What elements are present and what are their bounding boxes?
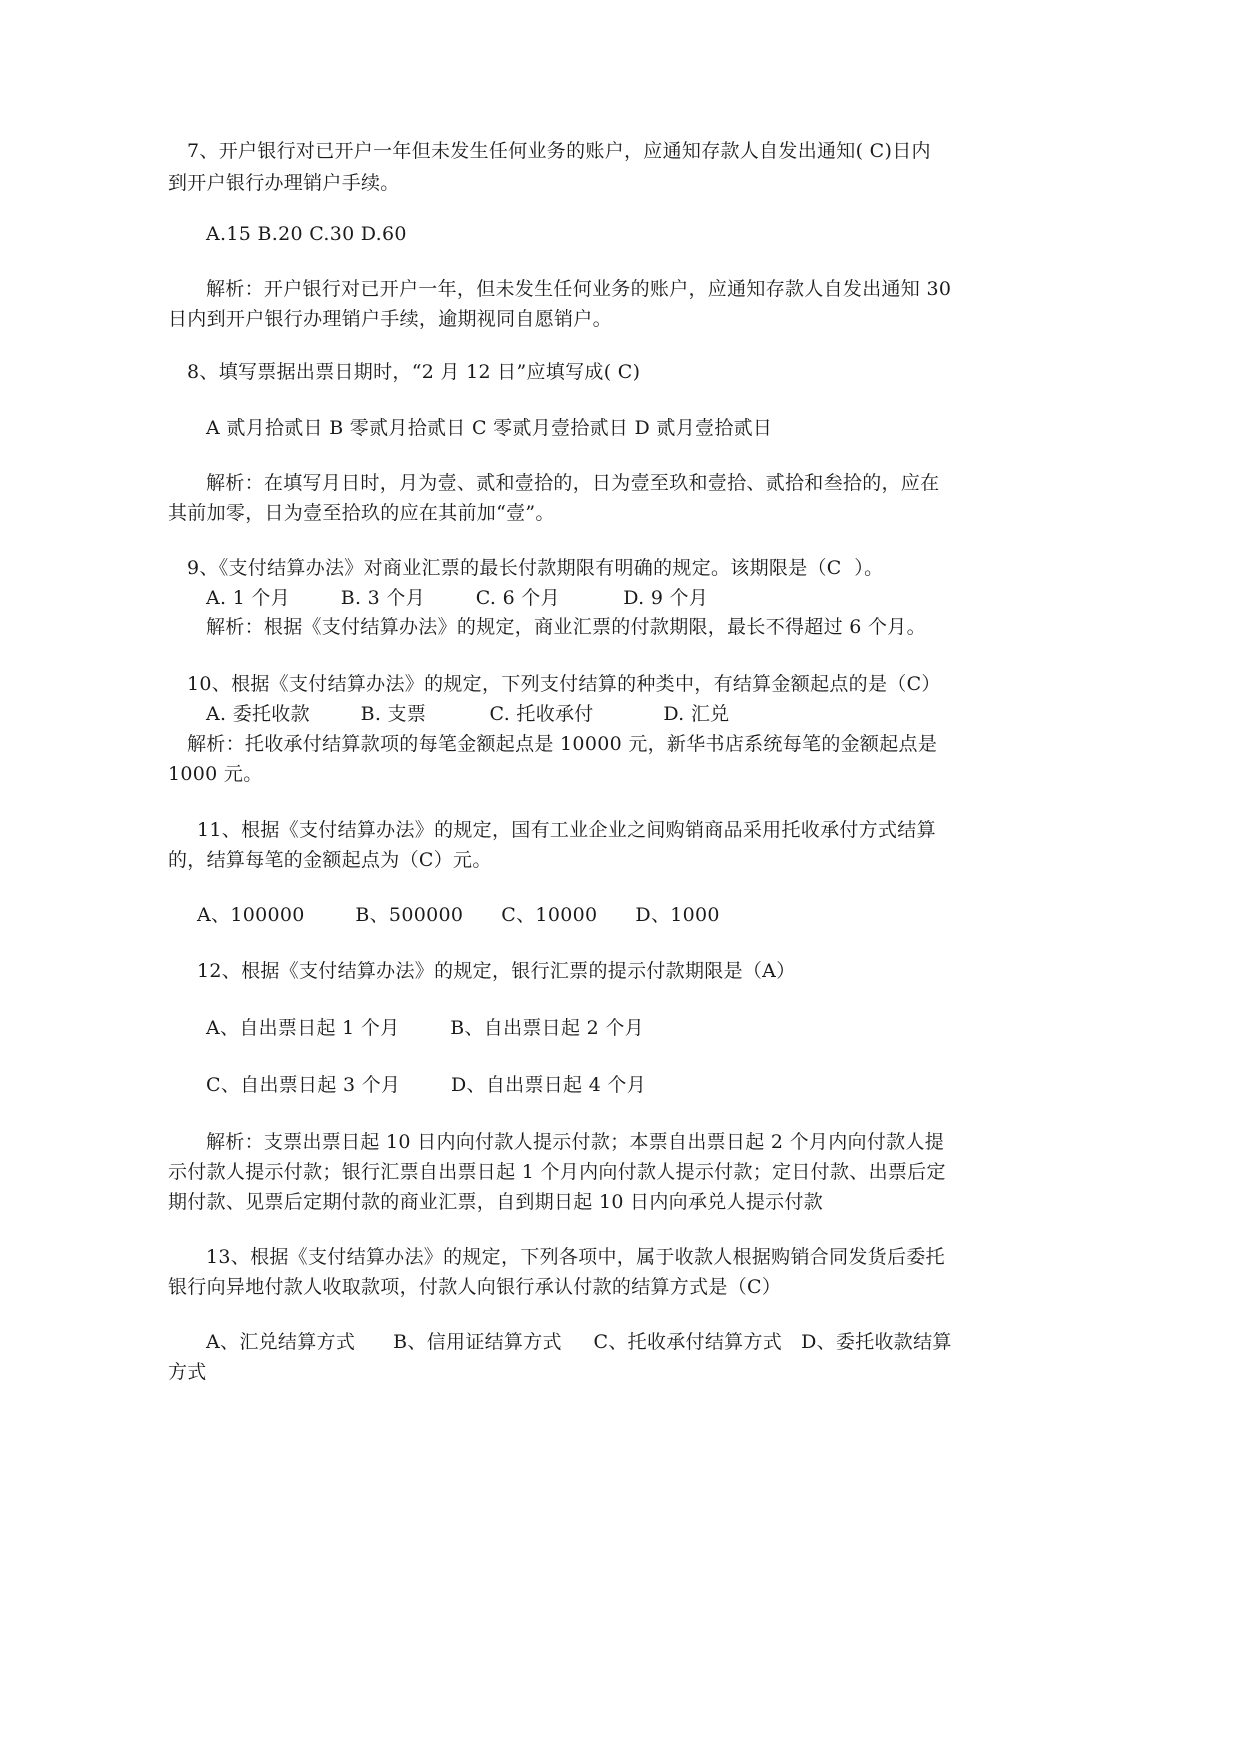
q9-analysis: 解析：根据《支付结算办法》的规定，商业汇票的付款期限，最长不得超过 6 个月。 [206, 616, 926, 638]
q11-stem-line2: 的，结算每笔的金额起点为（C）元。 [168, 849, 492, 871]
q9-stem: 9、《支付结算办法》对商业汇票的最长付款期限有明确的规定。该期限是（C ）。 [187, 557, 884, 579]
q12-options-line1: A、自出票日起 1 个月 B、自出票日起 2 个月 [206, 1017, 644, 1039]
q10-options: A. 委托收款 B. 支票 C. 托收承付 D. 汇兑 [206, 703, 730, 725]
q9-options: A. 1 个月 B. 3 个月 C. 6 个月 D. 9 个月 [206, 587, 709, 609]
q8-options: A 贰月拾贰日 B 零贰月拾贰日 C 零贰月壹拾贰日 D 贰月壹拾贰日 [206, 417, 773, 439]
q12-analysis-line3: 期付款、见票后定期付款的商业汇票，自到期日起 10 日内向承兑人提示付款 [168, 1191, 824, 1213]
q13-stem-line1: 13、根据《支付结算办法》的规定，下列各项中，属于收款人根据购销合同发货后委托 [206, 1246, 945, 1268]
q7-analysis-line2: 日内到开户银行办理销户手续，逾期视同自愿销户。 [168, 308, 612, 330]
q12-analysis-line1: 解析：支票出票日起 10 日内向付款人提示付款；本票自出票日起 2 个月内向付款人提 [206, 1131, 945, 1153]
q7-options: A.15 B.20 C.30 D.60 [206, 223, 407, 245]
q10-analysis-line2: 1000 元。 [168, 763, 263, 785]
q12-stem: 12、根据《支付结算办法》的规定，银行汇票的提示付款期限是（A） [197, 960, 796, 982]
q13-options-line2: 方式 [168, 1361, 207, 1383]
q11-options: A、100000 B、500000 C、10000 D、1000 [197, 904, 720, 926]
q13-stem-line2: 银行向异地付款人收取款项，付款人向银行承认付款的结算方式是（C） [168, 1276, 782, 1298]
q13-options-line1: A、汇兑结算方式 B、信用证结算方式 C、托收承付结算方式 D、委托收款结算 [206, 1331, 952, 1353]
q10-stem: 10、根据《支付结算办法》的规定，下列支付结算的种类中，有结算金额起点的是（C） [187, 673, 941, 695]
q11-stem-line1: 11、根据《支付结算办法》的规定，国有工业企业之间购销商品采用托收承付方式结算 [197, 819, 936, 841]
q7-stem-line2: 到开户银行办理销户手续。 [168, 172, 400, 194]
q12-options-line2: C、自出票日起 3 个月 D、自出票日起 4 个月 [206, 1074, 647, 1096]
q8-stem: 8、填写票据出票日期时，“2 月 12 日”应填写成( C) [187, 361, 641, 383]
q7-stem-line1: 7、开户银行对已开户一年但未发生任何业务的账户，应通知存款人自发出通知( C)日内 [187, 140, 931, 162]
q12-analysis-line2: 示付款人提示付款；银行汇票自出票日起 1 个月内向付款人提示付款；定日付款、出票后定 [168, 1161, 946, 1183]
q7-analysis-line1: 解析：开户银行对已开户一年，但未发生任何业务的账户，应通知存款人自发出通知 30 [206, 278, 952, 300]
q8-analysis-line2: 其前加零，日为壹至拾玖的应在其前加“壹”。 [168, 502, 555, 524]
q10-analysis-line1: 解析：托收承付结算款项的每笔金额起点是 10000 元，新华书店系统每笔的金额起点是 [187, 733, 938, 755]
q8-analysis-line1: 解析：在填写月日时，月为壹、贰和壹拾的，日为壹至玖和壹拾、贰拾和叁拾的，应在 [206, 472, 940, 494]
